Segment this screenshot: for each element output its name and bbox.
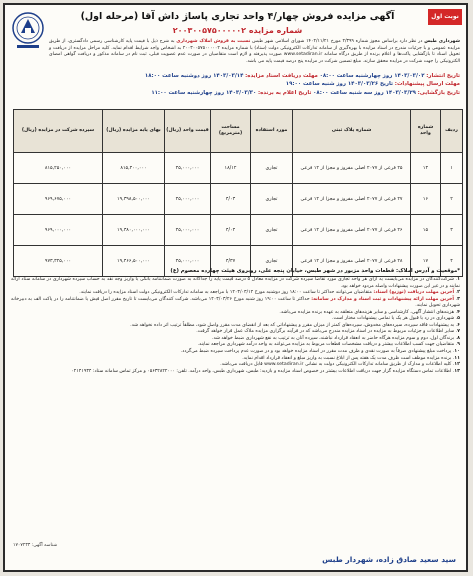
date-line: تاریخ بازگشایی: ۱۴۰۳/۰۳/۲۹ روز سه شنبه ساعت ۰۸:۰۰ تاریخ اعلام به برنده: ۱۴۰۳/۰۳/۳۰ روز چهارشنبه ساعت ۱۱:۰۰ <box>151 89 460 96</box>
table-row: ۲ ۱۶ ۲۷ فرعی از ۲۰۷۷ اصلی مفروز و مجزا از ۱۲ فرعی تجاری ۴/۰۳ ۴۵,۰۰۰,۰۰۰ ۱۹,۳۹۸,۵۰۰,۰۰۰ ۹۶۹,۶۷۵,۰۰۰ <box>14 184 463 215</box>
term-item: ۱۲. کلیه اطلاعات و مدارک از طریق سامانه تدارکات الکترونیکی دولت به نشانی www.setadiran.ir قابل دریافت می‌باشد. <box>220 362 460 368</box>
table-header: شماره واحد <box>411 110 441 153</box>
term-item: ۱۳. اطلاعات تماس دستگاه مزایده گزار جهت دریافت اطلاعات بیشتر در خصوص اسناد مزایده و بازدید: طبس، شهرداری طبس، واحد درآمد. تلفن: ۰۵۶۳۲۸۲۲۰۰۰ و مرکز تماس سامانه ستاد: ۰۲۱۴۱۹۳۴ <box>71 368 460 374</box>
auction-notice <box>3 3 468 572</box>
property-location: *موقعیت و آدرس املاک: قطعات واحد مزبور در شهر طبس، خیابان پنجه علی، روبروی هیئت چهارده معصوم (ع) <box>170 268 460 274</box>
term-item: ۱۱. برنده مزایده موظف است ظرف مدت یک هفته پس از ابلاغ نسبت به واریز مبلغ و انعقاد قرارداد اقدام نماید. <box>242 355 460 361</box>
notice-serial: شناسه آگهی: ۱۷۰۷۲۳۳ <box>13 543 58 548</box>
table-header-row <box>14 110 463 153</box>
notice-number: شماره مزایده ۲۰۰۳۰۰۵۷۵۰۰۰۰۰۲ <box>172 26 303 35</box>
table-header: مساحت (مترمربع) <box>211 110 251 153</box>
table-row: ۴ ۱۷ ۲۸ فرعی از ۲۰۷۷ اصلی مفروز و مجزا از ۱۲ فرعی تجاری ۴/۳۷ ۴۵,۰۰۰,۰۰۰ ۱۹,۴۶۶,۵۰۰,۰۰۰ ۹۷۳,۳۲۵,۰۰۰ <box>14 246 463 277</box>
term-item: ۷. سایر اطلاعات و جزئیات مربوط به مزایده در اسناد مزایده مندرج می‌باشد که در فرآیند برگزاری مزایده ملاک عمل قرار خواهد گرفت. <box>196 329 460 335</box>
table-header: سپرده شرکت در مزایده (ریال) <box>14 110 103 153</box>
property-table <box>13 109 463 277</box>
table-row: ۱ ۱۴ ۲۵ فرعی از ۲۰۷۷ اصلی مفروز و مجزا از ۱۲ فرعی تجاری ۱۸/۱۲ ۴۵,۰۰۰,۰۰۰ ۸۱۵,۴۰۰,۰۰۰ ۸۱۵,۲۵۰,۰۰۰ <box>14 153 463 184</box>
date-line: تاریخ انتشار: ۱۴۰۳/۰۳/۰۲ روز چهارشنبه ساعت ۰۸:۰۰ مهلت دریافت اسناد مزایده: ۱۴۰۳/۰۳/۱۴ روز دوشنبه ساعت ۱۸:۰۰ <box>144 73 460 79</box>
schedule-dates <box>11 72 460 97</box>
intro-highlight: نسبت به فروش املاک شهرداری <box>176 39 251 44</box>
table-header: مورد استفاده <box>251 110 293 153</box>
table-row: ۳ ۱۵ ۲۶ فرعی از ۲۰۷۷ اصلی مفروز و مجزا از ۱۲ فرعی تجاری ۴/۰۴ ۴۵,۰۰۰,۰۰۰ ۱۹,۳۸۰,۰۰۰,۰۰۰ ۹۶۹,۰۰۰,۰۰۰ <box>14 215 463 246</box>
intro-text: در نظر دارد براساس مجوز شماره ۲/۳۹۹ مورخ ۱۴۰۲/۱۱/۲۱ شورای اسلامی شهر طبس <box>250 39 425 44</box>
notice-title: آگهی مزایده فروش چهار/۴ واحد تجاری پاساژ داش آقا (مرحله اول) <box>80 11 395 22</box>
term-item: ۱. شرکت‌کنندگان در مزایده می‌بایست یه ازای هر واحد تجاری مورد تقاضا سپرده شرکت در مزایده معادل ۵ درصد قیمت پایه را جداگانه به صورت ضمانتنامه بانکی یا واریز وجه نقد به حساب سپرده شهرداری در سامانه ستاد ارائه نمایند و در غیر این صورت پیشنهادات واصله مردود خواهد بود. <box>11 277 460 289</box>
term-item: ۲. آخرین مهلت دریافت (توزیع) اسناد: متقاضیان می‌توانند حداکثر تا ساعت ۱۸:۰۰ روز دوشنبه مورخ ۱۴۰۳/۰۳/۱۴ با مراجعه به سامانه تدارکات الکترونیکی دولت اسناد مزایده را دریافت نمایند. <box>79 290 460 296</box>
term-item: ۹. متقاضیان جهت کسب اطلاعات بیشتر و دریافت مشخصات قطعات مربوط به مزایده می‌توانند به واحد درآمد شهرداری مراجعه نمایند. <box>197 342 460 348</box>
date-line: مهلت ارسال پیشنهادات: تاریخ ۱۴۰۳/۰۳/۲۶ روز شنبه ساعت ۱۹:۰۰ <box>285 81 460 88</box>
terms-list <box>11 277 460 375</box>
table-header: ردیف <box>441 110 463 153</box>
intro-rest: به شرح ذیل با قیمت پایه کارشناسی رسمی دادگستری، از طریق مزایده عمومی و با جزئیات مندرج در اسناد مزایده با بهره‌گیری از سامانه تدارکات الکترونیکی دولت (ستاد) با شماره مزایده ۲۰۰۳۰۰۵۷۵۰۰۰۰۰۲ به اشخاص واجد شرایط اقدام نماید. کلیه مراحل مزایده از دریافت و تحویل اسناد تا بازگشایی پاکت‌ها و اعلام برنده از طریق درگاه سامانه www.setadiran.ir صورت پذیرفته و لازم است متقاضیان در صورت عدم عضویت قبلی، ثبت نام در سامانه مذکور و دریافت گواهی امضای الکترونیکی را جهت شرکت در مزایده محقق سازند. مبلغ تضمین شرکت در مزایده پنج درصد قیمت پایه می باشد. <box>49 39 460 64</box>
table-header: بهای پایه مزایده (ریال) <box>103 110 165 153</box>
municipality-logo-icon <box>11 11 45 51</box>
table-header: شماره پلاک ثبتی <box>293 110 411 153</box>
intro-lead: شهرداری طبس <box>424 39 460 44</box>
notice-intro <box>49 39 460 65</box>
term-item: ۶. به پیشنهادات فاقد سپرده، سپرده‌های مخدوش، سپرده‌های کمتر از میزان مقرر و پیشنهاداتی که بعد از انقضای مدت مقرر واصل شود، مطلقاً ترتیب اثر داده نخواهد شد. <box>130 322 460 328</box>
term-item: ۵. شهرداری در رد یا قبول هر یک یا تمامی پیشنهادات مختار است. <box>332 316 460 322</box>
first-round-ribbon: نوبت اول <box>428 9 462 25</box>
term-item: ۳. آخرین مهلت ارائه پیشنهادات و ثبت اسناد و مدارک در سامانه: حداکثر تا ساعت ۱۹:۰۰ روز شنبه مورخ ۱۴۰۳/۰۳/۲۶ می‌باشد. شرکت کنندگان می‌بایست تا تاریخ مقرر اصل فیش یا ضمانتنامه را در پاکت الف به دبیرخانه شهرداری تحویل نمایند. <box>11 296 461 309</box>
term-item: ۱۰. پرداخت مبلغ پیشنهادی صرفاً به صورت نقدی و ظرف مدت مقرر در اسناد مزایده خواهد بود و در صورت عدم پرداخت سپرده ضبط می‌گردد. <box>180 349 460 355</box>
term-item: ۸. برندگان اول، دوم و سوم مزایده هرگاه حاضر به انعقاد قرارداد نباشند، سپرده آنان به ترتیب به نفع شهرداری ضبط خواهد شد. <box>212 335 460 341</box>
signature-line: سید سعید صادق زاده، شهردار طبس <box>322 555 456 564</box>
table-header: قیمت واحد (ریال) <box>165 110 211 153</box>
term-item: ۴. هزینه‌های انتشار آگهی، کارشناسی و سایر هزینه‌های متعلقه به عهده برنده مزایده می‌باشد. <box>279 309 460 315</box>
